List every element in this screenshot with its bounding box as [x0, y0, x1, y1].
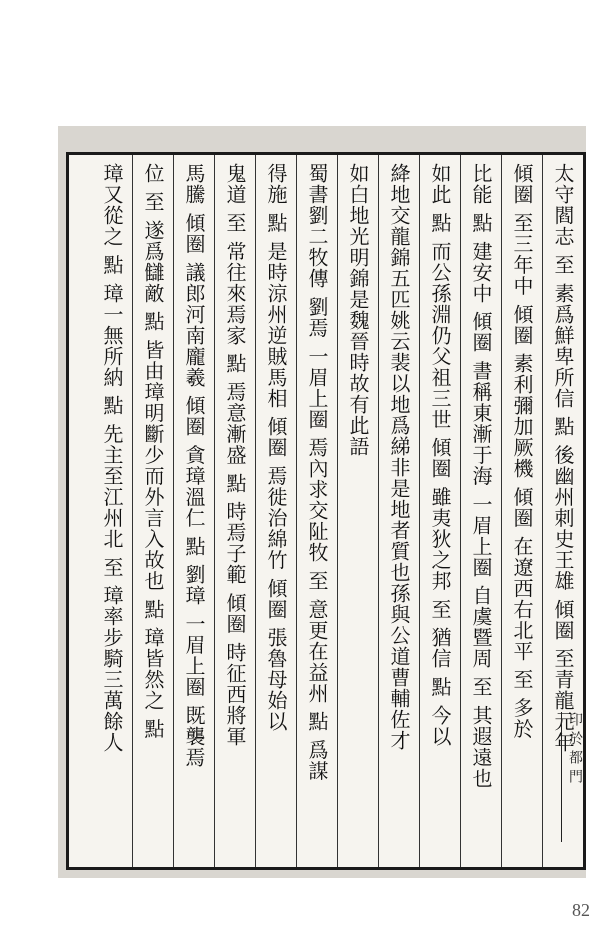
text-column: 如白地光明錦是魏晉時故有此語: [337, 155, 378, 867]
text-column: 傾圈 至三年中 傾圈 素利彌加厥機 傾圈 在遼西右北平 至 多於: [501, 155, 542, 867]
text-columns: [69, 155, 583, 867]
text-column: 太守閻志 至 素爲鮮卑所信 點 後幽州刺史王雄 傾圈 至青龍元年: [542, 155, 583, 867]
text-column: 馬騰 傾圈 議郎河南龐羲 傾圈 貪璋溫仁 點 劉璋 一眉上圈 既襲焉: [173, 155, 214, 867]
page-number: 82: [572, 900, 590, 920]
text-column: 鬼道 至 常往來焉家 點 焉意漸盛 點 時焉子範 傾圈 時征西將軍: [214, 155, 255, 867]
text-column: 位 至 遂爲讎敵 點 皆由璋明斷少而外言入故也 點 璋皆然之 點: [132, 155, 173, 867]
text-column: 得施 點 是時涼州逆賊馬相 傾圈 焉徙治綿竹 傾圈 張魯母始以: [255, 155, 296, 867]
margin-label: 印於都門: [561, 712, 585, 842]
text-block: [66, 152, 586, 870]
text-column: 蜀書劉二牧傳 劉焉 一眉上圈 焉內求交阯牧 至 意更在益州 點 爲謀: [296, 155, 337, 867]
text-column: 如此 點 而公孫淵仍父祖三世 傾圈 雖夷狄之邦 至 猶信 點 今以: [419, 155, 460, 867]
text-column: 璋又從之 點 璋一無所納 點 先主至江州北 至 璋率步騎三萬餘人: [100, 163, 124, 754]
text-column: 絳地交龍錦五匹姚云裴以地爲綈非是地者質也孫與公道曹輔佐才: [378, 155, 419, 867]
text-column: 比能 點 建安中 傾圈 書稱東漸于海 一眉上圈 自虞暨周 至 其遐遠也: [460, 155, 501, 867]
